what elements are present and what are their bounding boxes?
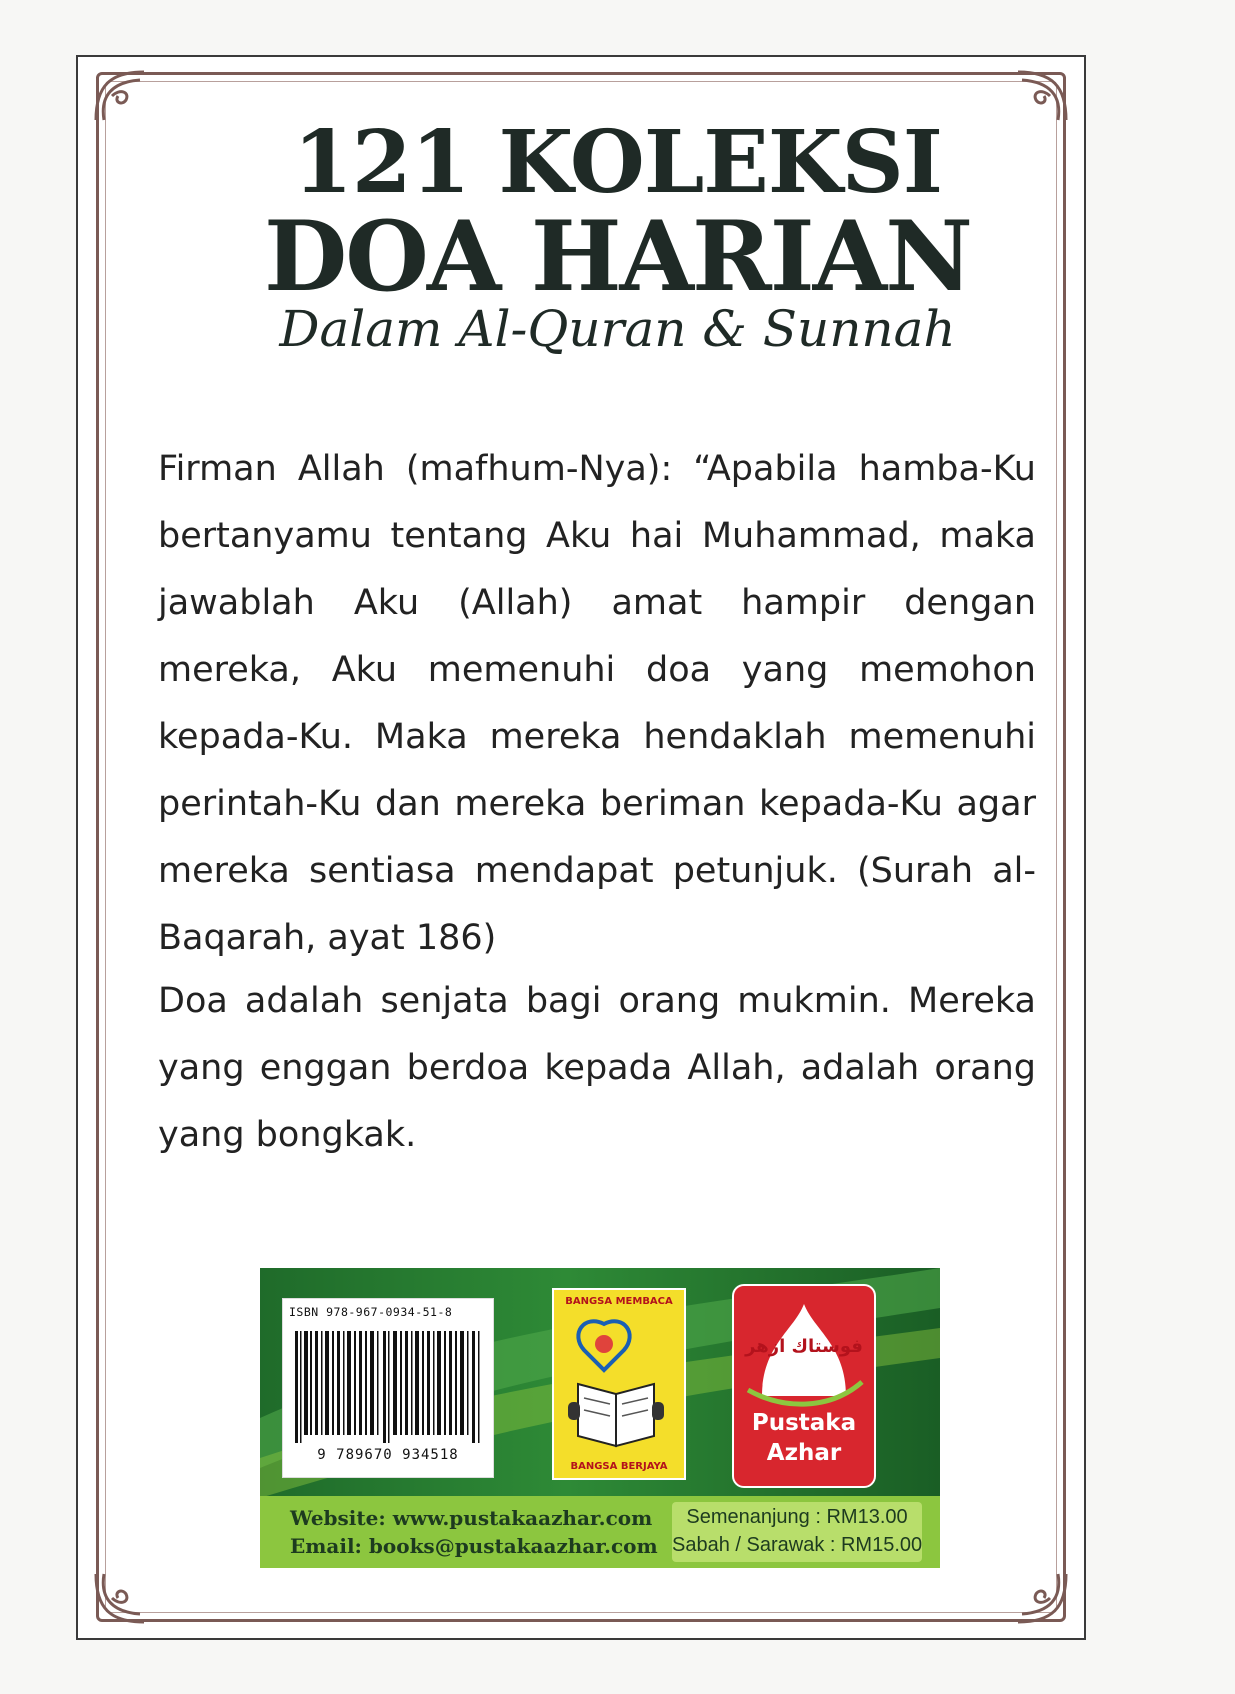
publisher-name-line1: Pustaka [751,1410,857,1436]
reading-figure-icon [564,1314,674,1454]
price-east-malaysia: Sabah / Sarawak : RM15.00 [672,1534,923,1556]
isbn-number: ISBN 978-967-0934-51-8 [289,1305,453,1319]
campaign-top-text: BANGSA MEMBACA [565,1296,673,1307]
website-link[interactable]: Website: www.pustakaazhar.com [290,1506,653,1530]
publisher-arabic-name: فوستاك ازهر [745,1336,863,1357]
barcode-digits: 9 789670 934518 [317,1447,459,1463]
corner-ornament-icon [90,1568,150,1628]
email-link[interactable]: Email: books@pustakaazhar.com [290,1534,658,1558]
barcode [282,1298,494,1478]
barcode-bars-icon [295,1331,481,1443]
price-peninsular: Semenanjung : RM13.00 [686,1506,908,1528]
price-box [672,1502,922,1562]
publisher-logo [732,1284,876,1488]
closing-paragraph: Doa adalah senjata bagi orang mukmin. Mereka yang enggan berdoa kepada Allah, adalah orang yang bongkak. [158,981,1036,1155]
book-title-line1: 121 KOLEKSI [293,112,942,213]
publisher-banner [260,1268,940,1568]
book-title-line2: DOA HARIAN [264,200,971,313]
quote-paragraph: Firman Allah (mafhum-Nya): “Apabila hamba-Ku bertanyamu tentang Aku hai Muhammad, maka jawablah Aku (Allah) amat hampir dengan mereka, Aku memenuhi doa yang memohon kepada-Ku. Maka mereka hendaklah memenuhi perintah-Ku dan mereka beriman kepada-Ku agar mereka sentiasa mendapat petunjuk. (Surah al-Baqarah, ayat 186) [158,449,1036,958]
publisher-name-line2: Azhar [766,1440,842,1466]
corner-ornament-icon [1012,1568,1072,1628]
book-subtitle: Dalam Al-Quran & Sunnah [279,300,956,358]
contact-strip [260,1496,940,1568]
campaign-bottom-text: BANGSA BERJAYA [570,1461,668,1472]
reading-campaign-logo [552,1288,686,1480]
